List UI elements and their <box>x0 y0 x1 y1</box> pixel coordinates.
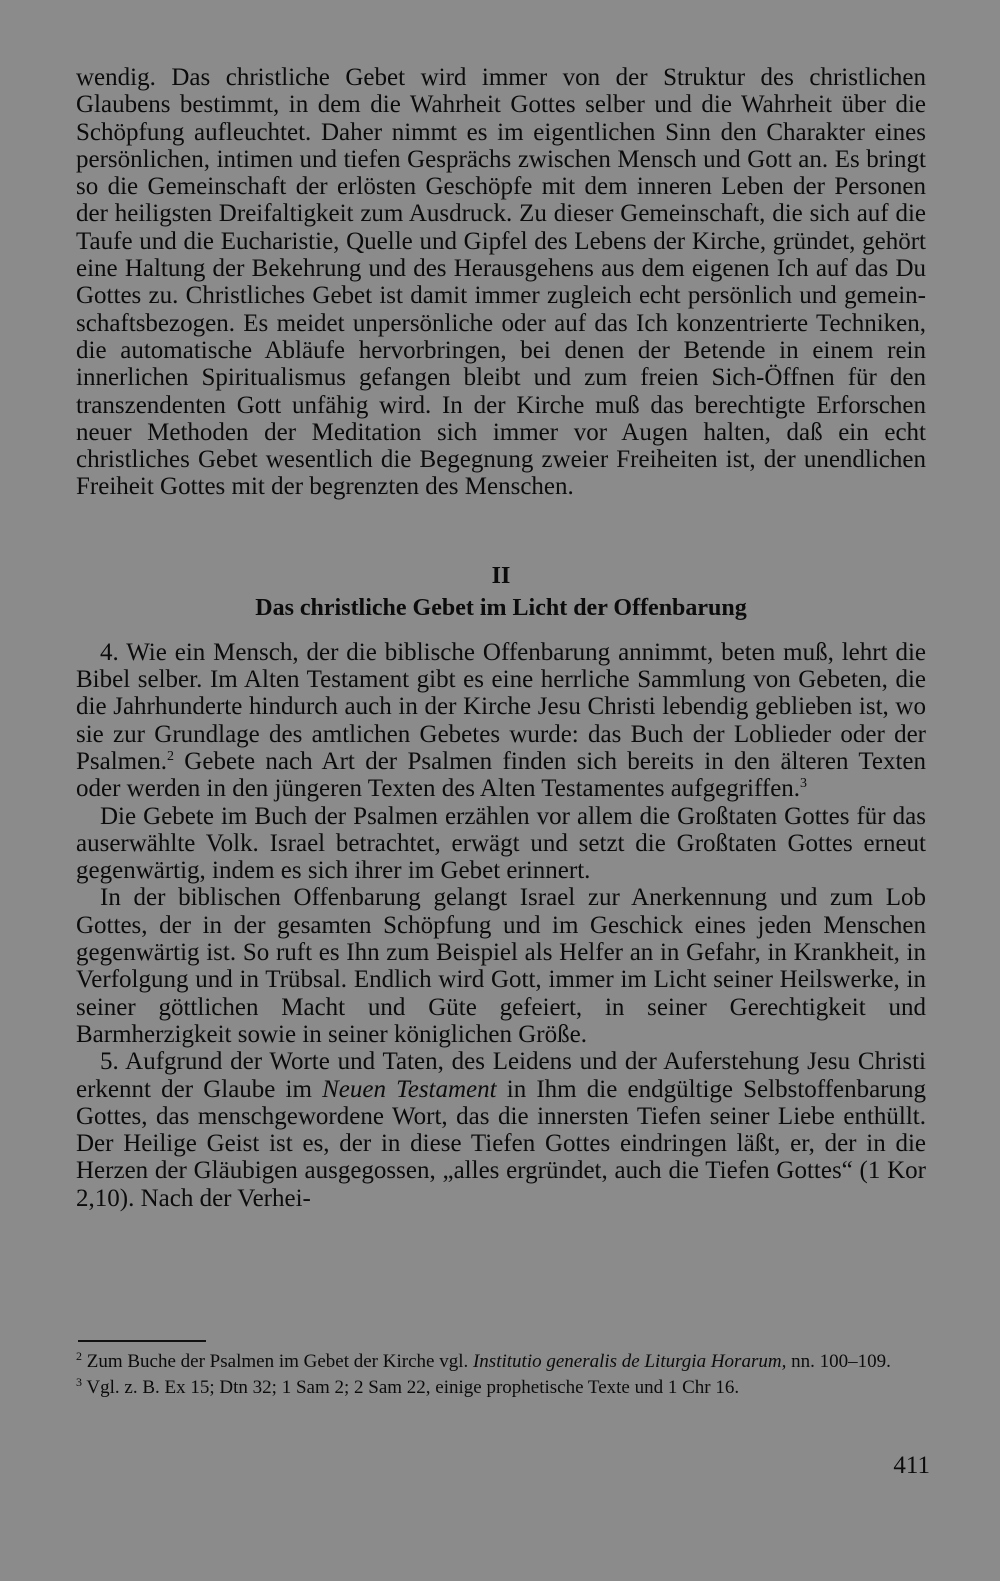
paragraph-4 <box>76 639 926 803</box>
paragraph-5 <box>76 1048 926 1212</box>
footnotes <box>76 1350 926 1402</box>
paragraph-revelation: In der biblischen Offenbarung gelangt Israel zur Anerkennung und zum Lob Gottes, der in der gesamten Schöpfung und im Geschick eines jeden Menschen gegenwärtig ist. So ruft es Ihn zum Beispiel als Helfer an in Gefahr, in Krankheit, in Verfolgung und in Trübsal. Endlich wird Gott, immer im Licht seiner Heilswerke, in seiner göttlichen Macht und Güte gefeiert, in seiner Gerechtigkeit und Barmherzigkeit sowie in seiner königlichen Größe. <box>76 884 926 1048</box>
footnote-3-text: Vgl. z. B. Ex 15; Dtn 32; 1 Sam 2; 2 Sam 22, einige prophetische Texte und 1 Chr 16. <box>86 1377 740 1398</box>
footnote-2-italic: Institutio generalis de Liturgia Horarum, <box>472 1351 787 1372</box>
footnote-2-text-a: Zum Buche der Psalmen im Gebet der Kirche vgl. <box>86 1351 473 1372</box>
paragraph-4-text-a: 4. Wie ein Mensch, der die biblische Offenbarung annimmt, beten muß, lehrt die Bibel selber. Im Alten Testament gibt es eine herrliche Sammlung von Gebeten, die die Jahrhunderte hindurch auch in der Kirche Jesu Christi lebendig geblieben ist, wo sie zur Grundlage des amtlichen Gebetes wurde: das Buch der Loblieder oder der Psalmen. <box>76 638 926 775</box>
body-text <box>76 64 926 1212</box>
paragraph-5-text-a: 5. Aufgrund der Worte und Taten, des Leidens und der Auferstehung Jesu Christi erkennt der Glaube im <box>76 1048 926 1103</box>
footnote-2-number: 2 <box>76 1349 82 1363</box>
footnote-divider <box>78 1340 206 1342</box>
paragraph-5-text-b: in Ihm die endgültige Selbstoffenbarung Gottes, das menschgewordene Wort, das die innersten Tiefen seiner Liebe enthüllt. Der Heilige Geist ist es, der in diese Tiefen Gottes eindringen läßt, er, der in die Herzen der Gläubigen ausgegossen, „alles ergründet, auch die Tiefen Gottes“ (1 Kor 2,10). Nach der Verhei- <box>76 1075 926 1212</box>
footnote-ref-3: 3 <box>800 776 808 792</box>
paragraph-5-italic: Neuen Testament <box>322 1075 497 1103</box>
footnote-ref-2: 2 <box>166 748 174 764</box>
footnote-2 <box>76 1350 926 1374</box>
section-title: Das christliche Gebet im Licht der Offenbarung <box>255 594 747 621</box>
paragraph-4-text-b: Gebete nach Art der Psalmen finden sich bereits in den älteren Texten oder werden in den jüngeren Texten des Alten Testamentes aufgegriffen. <box>76 747 926 803</box>
footnote-2-text-b: nn. 100–109. <box>786 1351 891 1372</box>
footnote-3-number: 3 <box>76 1375 82 1389</box>
paragraph-intro: wendig. Das christliche Gebet wird immer von der Struktur des christlichen Glaubens bestimmt, in dem die Wahrheit Gottes selber und die Wahrheit über die Schöpfung aufleuchtet. Daher nimmt es im eigentlichen Sinn den Charakter eines persönlichen, intimen und tiefen Gesprächs zwischen Mensch und Gott an. Es bringt so die Gemeinschaft der erlösten Geschöpfe mit dem inneren Leben der Personen der heiligsten Dreifaltigkeit zum Ausdruck. Zu dieser Gemeinschaft, die sich auf die Taufe und die Eucharistie, Quelle und Gipfel des Lebens der Kirche, gründet, gehört eine Haltung der Bekehrung und des Herausgehens aus dem eigenen Ich auf das Du Gottes zu. Christliches Gebet ist damit immer zugleich echt persönlich und gemeinschaftsbezogen. Es meidet unpersönliche oder auf das Ich konzentrierte Techniken, die automatische Abläufe hervorbringen, bei denen der Betende in einem rein innerlichen Spiritualismus gefangen bleibt und zum freien Sich-Öffnen für den transzendenten Gott unfähig wird. In der Kirche muß das berechtigte Erforschen neuer Methoden der Meditation sich immer vor Augen halten, daß ein echt christliches Gebet wesentlich die Begegnung zweier Freiheiten ist, der unendlichen Freiheit Gottes mit der begrenzten des Menschen. <box>76 64 926 501</box>
section-number: II <box>491 562 511 589</box>
section-heading <box>76 561 926 625</box>
page-number: 411 <box>893 1452 930 1479</box>
paragraph-psalms: Die Gebete im Buch der Psalmen erzählen vor allem die Großtaten Gottes für das auserwählte Volk. Israel betrachtet, erwägt und setzt die Großtaten Gottes erneut gegenwärtig, indem es sich ihrer im Gebet erinnert. <box>76 802 926 885</box>
footnote-3 <box>76 1376 926 1400</box>
